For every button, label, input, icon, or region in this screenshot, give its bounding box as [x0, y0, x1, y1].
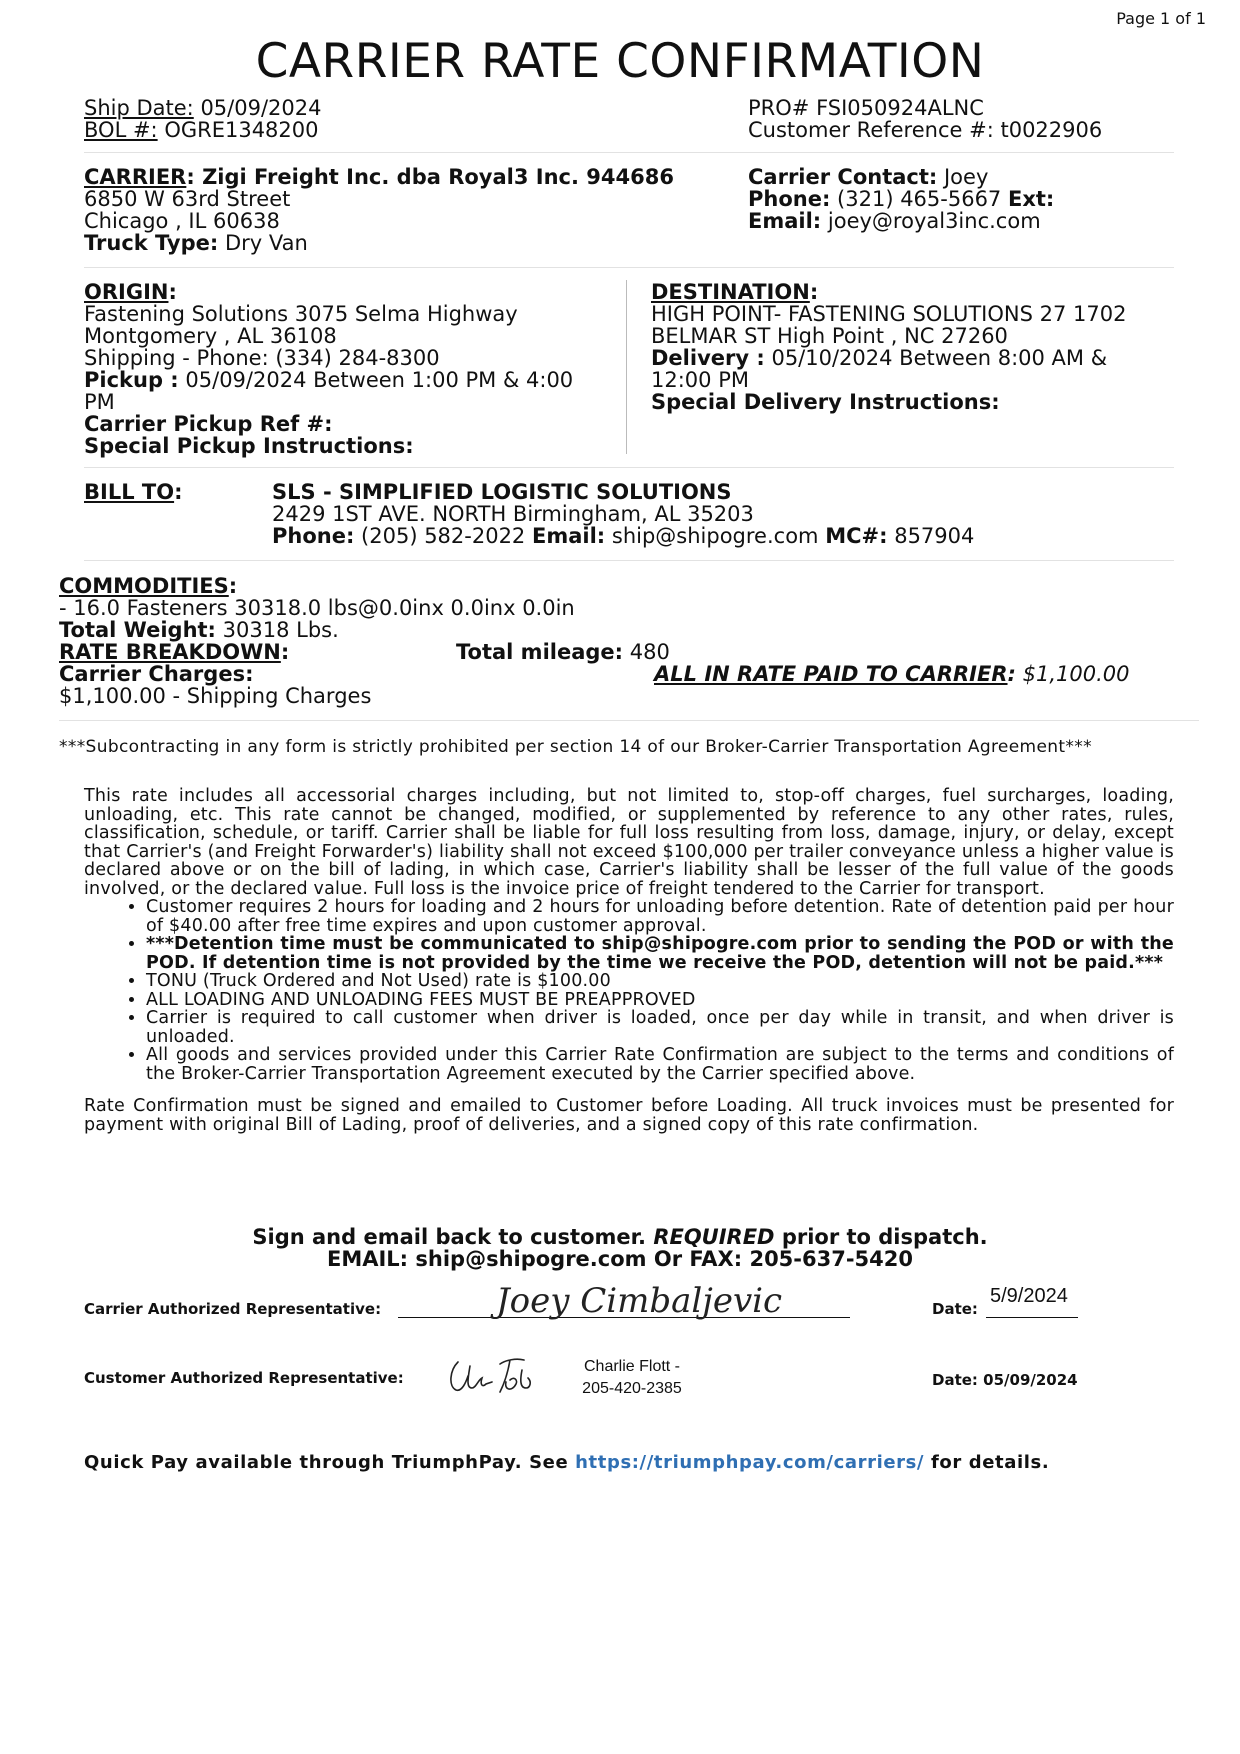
- commodities-heading: COMMODITIES:: [59, 574, 238, 598]
- carrier-date-label: Date:: [932, 1300, 978, 1318]
- bill-to-name: SLS - SIMPLIFIED LOGISTIC SOLUTIONS: [272, 480, 732, 504]
- carrier-street: 6850 W 63rd Street: [84, 187, 291, 211]
- bill-to-address: 2429 1ST AVE. NORTH Birmingham, AL 35203: [272, 502, 754, 526]
- customer-ref-label: Customer Reference #:: [748, 118, 994, 142]
- pickup-time-cont: PM: [84, 390, 115, 414]
- sign-line-2: EMAIL: ship@shipogre.com Or FAX: 205-637-5420: [326, 1247, 914, 1271]
- origin-label: ORIGIN: [84, 280, 169, 304]
- destination-line1: HIGH POINT- FASTENING SOLUTIONS 27 1702: [651, 302, 1127, 326]
- customer-rep-phone: 205-420-2385: [582, 1380, 682, 1397]
- terms-item: • Carrier is required to call customer when driver is loaded, once per day while in transit, and when driver is unloaded.: [146, 1009, 1174, 1046]
- terms-closing: Rate Confirmation must be signed and emailed to Customer before Loading. All truck invoices must be presented for payment with original Bill of Lading, proof of deliveries, and a signed copy of this rate confirmation.: [84, 1096, 1174, 1135]
- bol-label: BOL #:: [84, 118, 158, 142]
- customer-date-label: Date:: [932, 1371, 978, 1389]
- pro-label: PRO#: [748, 96, 810, 120]
- delivery-row: [651, 347, 1107, 369]
- terms-item: • All goods and services provided under this Carrier Rate Confirmation are subject to the terms and conditions of the Broker-Carrier Transportation Agreement executed by the Carrier specified above.: [146, 1046, 1174, 1083]
- pickup-time: 05/09/2024 Between 1:00 PM & 4:00: [185, 368, 574, 392]
- total-mileage-value: 480: [629, 640, 670, 664]
- divider: [84, 267, 1174, 268]
- carrier-label: CARRIER: [84, 165, 187, 189]
- terms-list: [84, 898, 1174, 1083]
- terms-item: • TONU (Truck Ordered and Not Used) rate is $100.00: [146, 972, 1174, 991]
- all-in-rate-value: $1,100.00: [1022, 662, 1130, 686]
- origin-line3: Shipping - Phone: (334) 284-8300: [84, 346, 440, 370]
- truck-type-label: Truck Type:: [84, 231, 219, 255]
- carrier-phone-label: Phone:: [748, 187, 831, 211]
- bol-row: [84, 119, 319, 141]
- pro-row: [748, 97, 984, 119]
- bol-value: OGRE1348200: [164, 118, 319, 142]
- customer-date-row: [932, 1371, 1078, 1389]
- carrier-phone-value: (321) 465-5667: [837, 187, 1002, 211]
- all-in-rate-label: ALL IN RATE PAID TO CARRIER: [654, 662, 1008, 686]
- carrier-date-line: [986, 1317, 1078, 1318]
- carrier-rep-label: Carrier Authorized Representative:: [84, 1300, 382, 1318]
- destination-heading: DESTINATION:: [651, 280, 819, 304]
- total-mileage-label: Total mileage:: [456, 640, 624, 664]
- carrier-email-row: [748, 210, 1041, 232]
- mc-value: 857904: [894, 524, 975, 548]
- quick-pay-text: Quick Pay available through TriumphPay. See: [84, 1452, 569, 1473]
- carrier-contact-value: Joey: [943, 165, 989, 189]
- sign-text: prior to dispatch.: [781, 1225, 988, 1249]
- sign-instructions: [0, 1226, 1240, 1270]
- total-weight-row: [59, 619, 339, 641]
- sign-text: Sign and email back to customer.: [252, 1225, 646, 1249]
- rate-breakdown-heading: RATE BREAKDOWN:: [59, 640, 290, 664]
- carrier-city: Chicago , IL 60638: [84, 209, 280, 233]
- page-title: CARRIER RATE CONFIRMATION: [255, 34, 985, 89]
- sign-line-1: [0, 1226, 1240, 1248]
- bill-to-contact-row: [272, 525, 974, 547]
- pro-value: FSI050924ALNC: [816, 96, 984, 120]
- special-delivery-label: Special Delivery Instructions:: [651, 390, 1000, 414]
- carrier-ext-label: Ext:: [1007, 187, 1055, 211]
- pickup-row: [84, 369, 573, 391]
- customer-date: 05/09/2024: [983, 1371, 1078, 1389]
- bill-to-email[interactable]: ship@shipogre.com: [611, 524, 819, 548]
- carrier-contact-row: [748, 166, 988, 188]
- special-pickup-label: Special Pickup Instructions:: [84, 434, 414, 458]
- page-number: Page 1 of 1: [1116, 9, 1206, 28]
- delivery-time-cont: 12:00 PM: [651, 368, 749, 392]
- truck-type-row: [84, 232, 308, 254]
- origin-line1: Fastening Solutions 3075 Selma Highway: [84, 302, 518, 326]
- carrier-signature: Joey Cimbaljevic: [496, 1281, 783, 1321]
- customer-rep-name: [572, 1356, 692, 1400]
- customer-rep-label: Customer Authorized Representative:: [84, 1369, 404, 1387]
- quick-pay-row: [84, 1452, 1049, 1473]
- divider: [59, 720, 1199, 721]
- destination-line2: BELMAR ST High Point , NC 27260: [651, 324, 1008, 348]
- pickup-label: Pickup :: [84, 368, 179, 392]
- ship-date-value: 05/09/2024: [200, 96, 322, 120]
- carrier-heading: CARRIER: Zigi Freight Inc. dba Royal3 Inc. 944686: [84, 165, 674, 189]
- delivery-time: 05/10/2024 Between 8:00 AM &: [771, 346, 1108, 370]
- divider: [84, 467, 1174, 468]
- carrier-email-value[interactable]: joey@royal3inc.com: [827, 209, 1041, 233]
- subcontracting-notice: ***Subcontracting in any form is strictly prohibited per section 14 of our Broker-Carrier Transportation Agreement***: [59, 737, 1092, 757]
- rate-breakdown-label: RATE BREAKDOWN: [59, 640, 281, 664]
- mc-label: MC#:: [825, 524, 888, 548]
- truck-type-value: Dry Van: [224, 231, 308, 255]
- divider: [84, 152, 1174, 153]
- column-divider: [626, 280, 627, 454]
- bill-to-phone: (205) 582-2022: [361, 524, 526, 548]
- carrier-phone-row: [748, 188, 1054, 210]
- terms-item: • Customer requires 2 hours for loading and 2 hours for unloading before detention. Rate of detention paid per hour of $40.00 after free time expires and upon customer approval.: [146, 898, 1174, 935]
- bill-to-phone-label: Phone:: [272, 524, 355, 548]
- customer-signature: [446, 1352, 542, 1398]
- carrier-name: Zigi Freight Inc. dba Royal3 Inc. 944686: [202, 165, 674, 189]
- carrier-contact-label: Carrier Contact:: [748, 165, 938, 189]
- commodities-label: COMMODITIES: [59, 574, 229, 598]
- all-in-rate-row: ALL IN RATE PAID TO CARRIER: $1,100.00: [654, 662, 1130, 686]
- customer-ref-row: [748, 119, 1102, 141]
- ship-date-row: [84, 97, 321, 119]
- charge-line: $1,100.00 - Shipping Charges: [59, 684, 372, 708]
- carrier-charges-label: Carrier Charges:: [59, 662, 254, 686]
- quick-pay-text-after: for details.: [930, 1452, 1050, 1473]
- customer-rep-name-line1: Charlie Flott -: [583, 1358, 681, 1375]
- customer-ref-value: t0022906: [1000, 118, 1103, 142]
- bill-to-email-label: Email:: [531, 524, 606, 548]
- ship-date-label: Ship Date:: [84, 96, 194, 120]
- total-mileage-row: [456, 641, 670, 663]
- origin-heading: ORIGIN:: [84, 280, 177, 304]
- triumphpay-link[interactable]: https://triumphpay.com/carriers/: [575, 1452, 925, 1473]
- total-weight-label: Total Weight:: [59, 618, 216, 642]
- carrier-email-label: Email:: [748, 209, 822, 233]
- terms-paragraph: This rate includes all accessorial charges including, but not limited to, stop-off charges, fuel surcharges, loading, unloading, etc. This rate cannot be changed, modified, or supplemented by reference to any other rates, rules, classification, schedule, or tariff. Carrier shall be liable for full loss resulting from loss, damage, injury, or delay, except that Carrier's (and Freight Forwarder's) liability shall not exceed $100,000 per trailer conveyance unless a higher value is declared above or on the bill of lading, in which case, Carrier's liability shall be lesser of the full value of the goods involved, or the declared value. Full loss is the invoice price of freight tendered to the Carrier for transport.: [84, 786, 1174, 899]
- commodity-item: - 16.0 Fasteners 30318.0 lbs@0.0inx 0.0inx 0.0in: [59, 596, 575, 620]
- destination-label: DESTINATION: [651, 280, 810, 304]
- origin-line2: Montgomery , AL 36108: [84, 324, 337, 348]
- terms-block: [84, 787, 1174, 1134]
- divider: [84, 560, 1174, 561]
- carrier-date: 5/9/2024: [990, 1285, 1068, 1307]
- total-weight-value: 30318 Lbs.: [222, 618, 339, 642]
- terms-item-detention: • ***Detention time must be communicated to ship@shipogre.com prior to sending the POD or with the POD. If detention time is not provided by the time we receive the POD, detention will not be paid.***: [146, 935, 1174, 972]
- required-text: REQUIRED: [653, 1225, 775, 1249]
- delivery-label: Delivery :: [651, 346, 765, 370]
- terms-item: • ALL LOADING AND UNLOADING FEES MUST BE PREAPPROVED: [146, 991, 1174, 1010]
- bill-to-heading: BILL TO:: [84, 480, 183, 504]
- bill-to-label: BILL TO: [84, 480, 175, 504]
- pickup-ref-label: Carrier Pickup Ref #:: [84, 412, 333, 436]
